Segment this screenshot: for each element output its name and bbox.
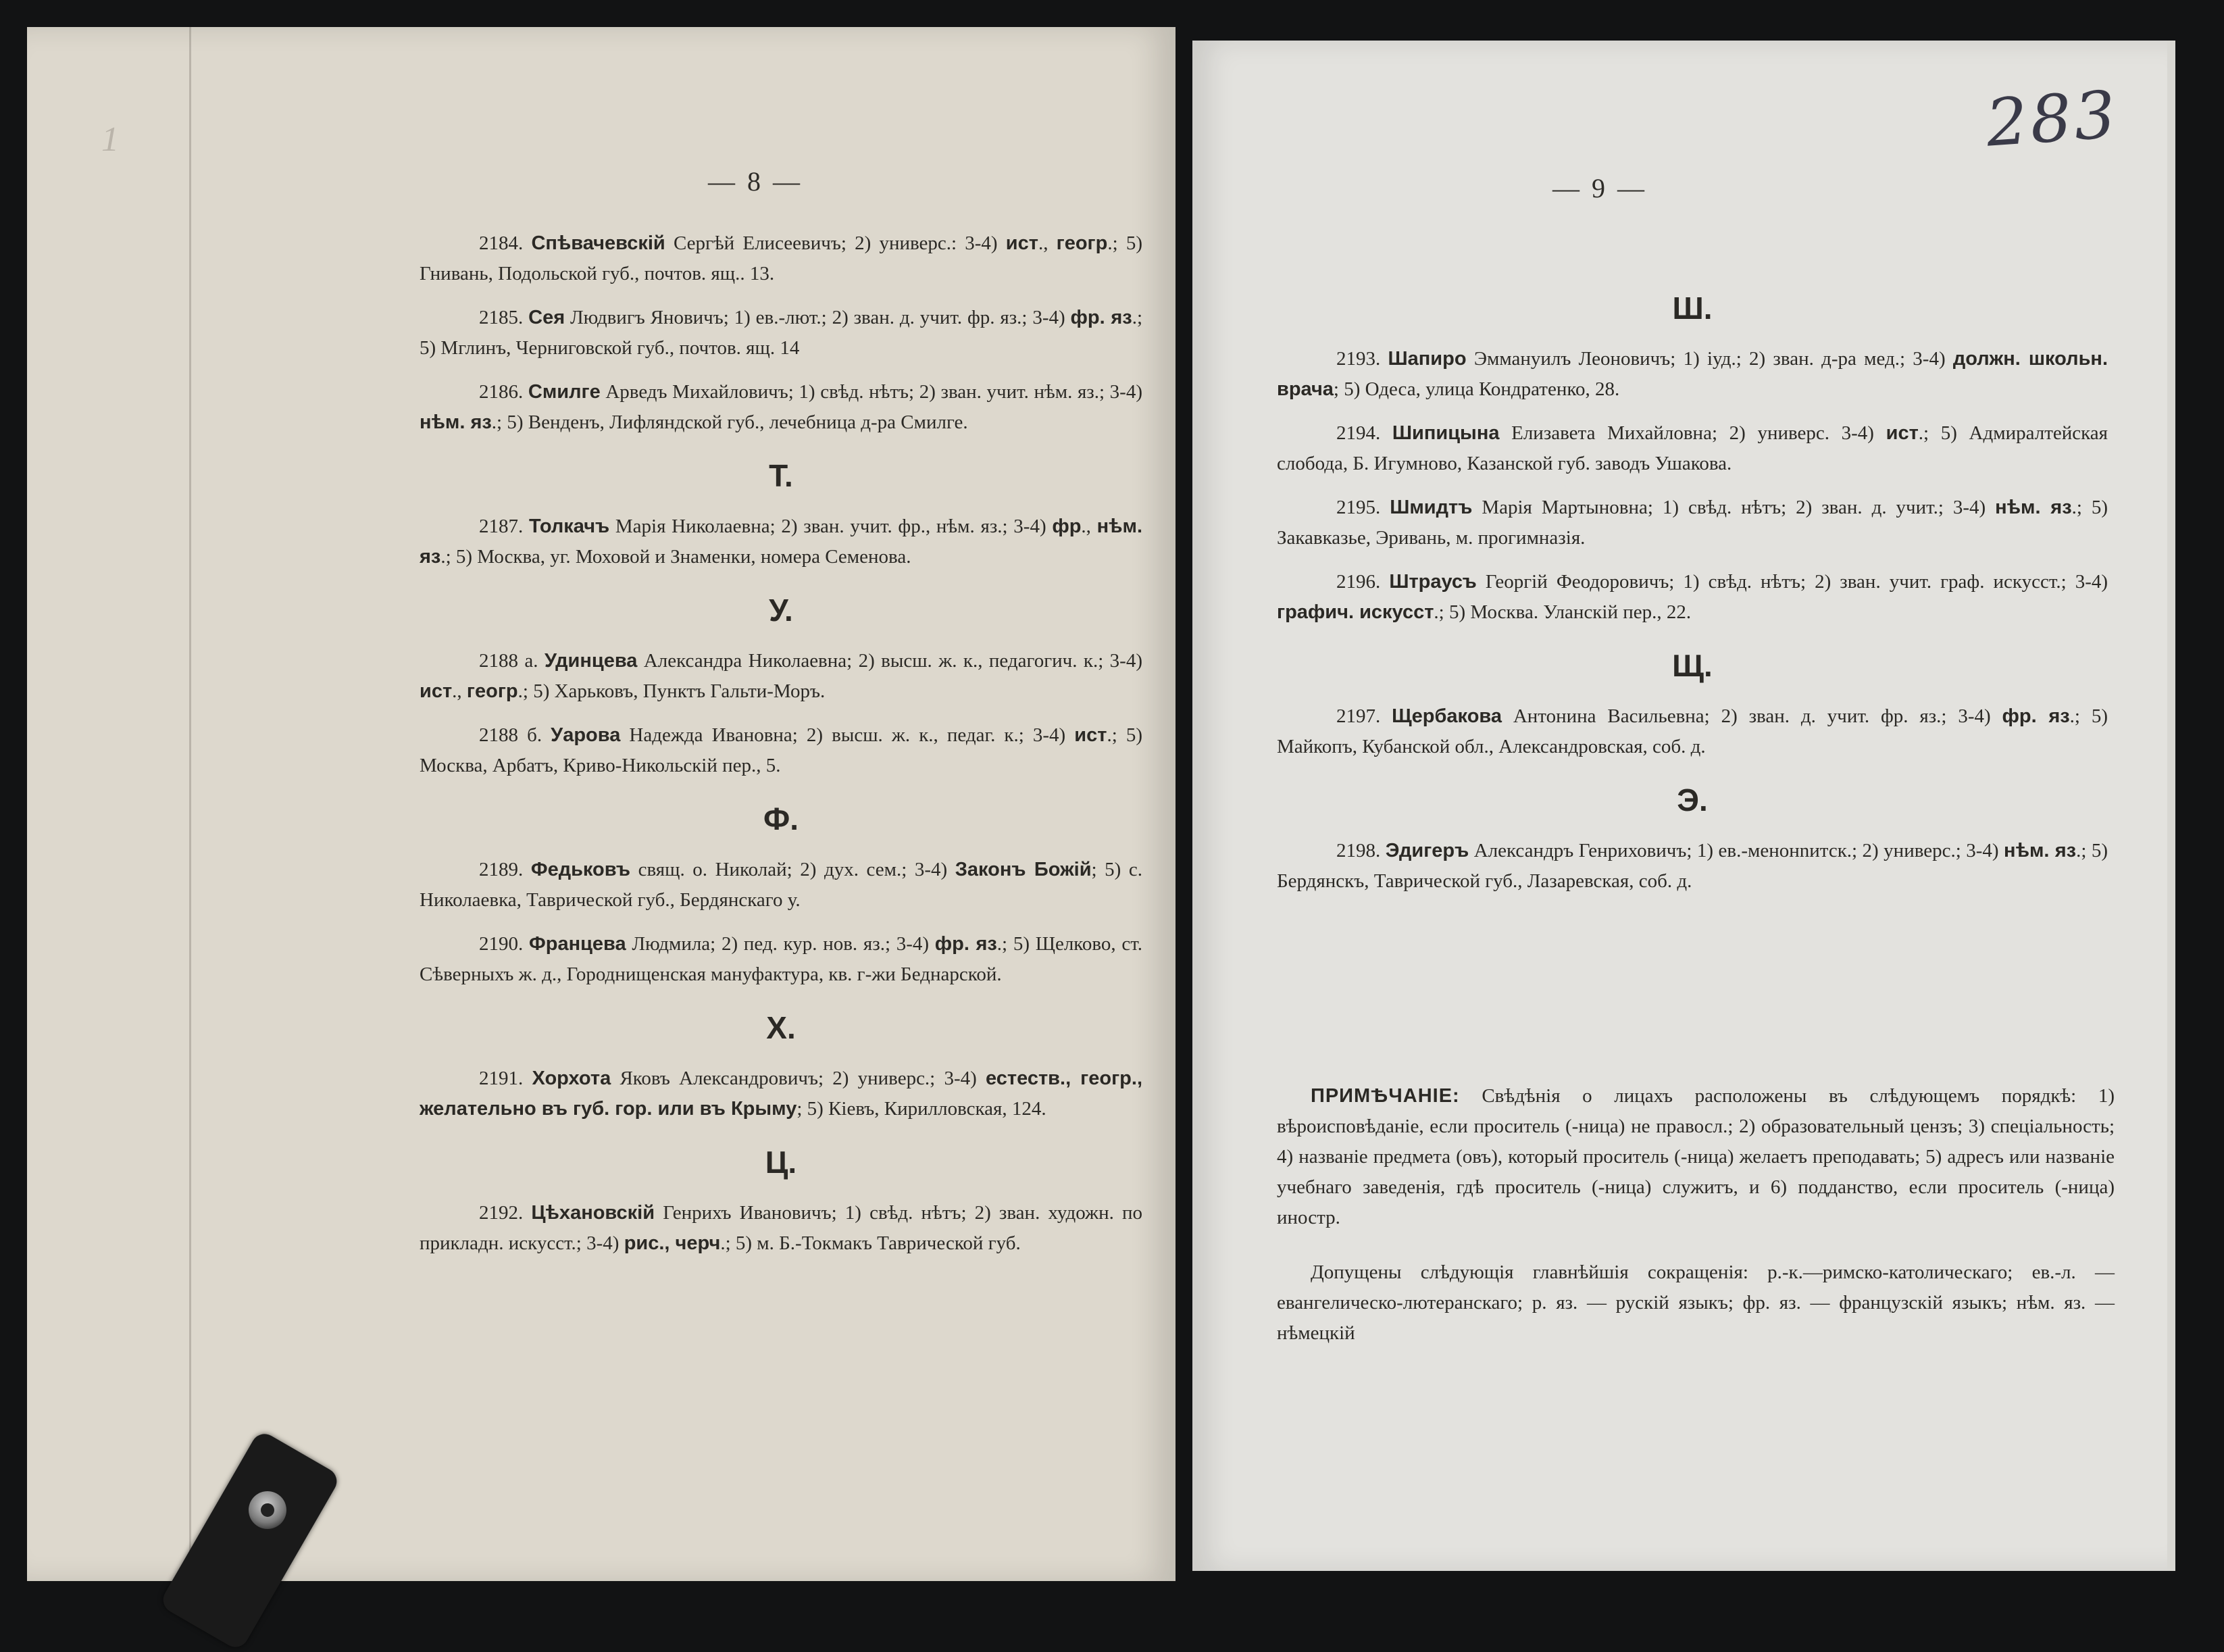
bold-subject: нѣм. яз	[1995, 497, 2072, 518]
bold-subject: ист	[1074, 724, 1107, 746]
bold-subject: графич. искусст	[1277, 601, 1434, 623]
bold-subject: Законъ Божій	[955, 859, 1092, 880]
register-entry: 2197. Щербакова Антонина Васильевна; 2) зван. д. учит. фр. яз.; 3-4) фр. яз.; 5) Майкопъ, Кубанской обл., Александровская, соб. д.	[1277, 705, 2108, 757]
register-entry: 2189. Федьковъ свящ. о. Николай; 2) дух. сем.; 3-4) Законъ Божій; 5) с. Николаевка, Таврической губ., Бердянскаго у.	[420, 859, 1142, 911]
bold-subject: должн. школьн. врача	[1277, 348, 2108, 400]
bold-subject: Смилге	[528, 381, 601, 403]
page-edge	[2167, 41, 2175, 1571]
register-entry: 2188 а. Удинцева Александра Николаевна; 2) высш. ж. к., педагогич. к.; 3-4) ист., геогр.; 5) Харьковъ, Пунктъ Гальти-Моръ.	[420, 650, 1142, 702]
register-entry: 2186. Смилге Арведъ Михайловичъ; 1) свѣд. нѣтъ; 2) зван. учит. нѣм. яз.; 3-4) нѣм. яз.; 5) Венденъ, Лифляндской губ., лечебница д-ра Смилге.	[420, 381, 1142, 433]
bold-subject: Уарова	[551, 724, 621, 746]
bold-subject: Толкачъ	[528, 516, 610, 537]
bold-subject: Эдигеръ	[1385, 840, 1469, 861]
register-entry: 2194. Шипицына Елизавета Михайловна; 2) универс. 3-4) ист.; 5) Адмиралтейская слобода, Б. Игумново, Казанской губ. заводъ Ушакова.	[1277, 422, 2108, 474]
note-section	[1277, 1081, 2115, 1349]
rivet-icon	[242, 1484, 293, 1536]
register-entry: 2193. Шапиро Эммануилъ Леоновичъ; 1) іуд.; 2) зван. д-ра мед.; 3-4) должн. школьн. врача; 5) Одеса, улица Кондратенко, 28.	[1277, 348, 2108, 400]
bold-subject: нѣм. яз	[420, 516, 1143, 568]
bold-subject: Штраусъ	[1389, 571, 1477, 593]
abbreviations-paragraph: Допущены слѣдующія главнѣйшія сокращенія: р.-к.—римско-католическаго; ев.-л. — евангелическо-лютеранскаго; р. яз. — рускій языкъ; фр. яз. — французскій языкъ; нѣм. яз. — нѣмецкій	[1277, 1261, 2115, 1344]
section-letter: Х.	[766, 1010, 796, 1045]
bold-subject: Федьковъ	[530, 859, 631, 880]
register-entry: 2195. Шмидтъ Марія Мартыновна; 1) свѣд. нѣтъ; 2) зван. д. учит.; 3-4) нѣм. яз.; 5) Закавказье, Эривань, м. прогимназія.	[1277, 497, 2108, 549]
section-letter: Ц.	[765, 1145, 797, 1180]
bold-subject: фр. яз	[2002, 705, 2070, 727]
bold-subject: фр. яз	[1070, 307, 1132, 328]
register-entry: 2192. Цѣхановскій Генрихъ Ивановичъ; 1) свѣд. нѣтъ; 2) зван. художн. по прикладн. искусст.; 3-4) рис., черч.; 5) м. Б.-Токмакъ Таврической губ.	[420, 1202, 1142, 1254]
bold-subject: Щербакова	[1392, 705, 1502, 727]
register-entry: 2190. Францева Людмила; 2) пед. кур. нов. яз.; 3-4) фр. яз.; 5) Щелково, ст. Сѣверныхъ ж. д., Городнищенская мануфактура, кв. г-жи Беднарской.	[420, 933, 1143, 985]
bold-subject: Хорхота	[532, 1068, 611, 1089]
bold-subject: геогр	[466, 680, 518, 702]
handwritten-folio-number: 283	[1983, 76, 2121, 161]
section-letter: У.	[769, 593, 793, 628]
page-number-right: — 9 —	[1552, 173, 1647, 203]
bold-subject: нѣм. яз	[420, 411, 492, 433]
register-entry: 2196. Штраусъ Георгій Феодоровичъ; 1) свѣд. нѣтъ; 2) зван. учит. граф. искусст.; 3-4) графич. искусст.; 5) Москва. Уланскій пер., 22.	[1277, 571, 2108, 623]
section-letter: Ш.	[1672, 291, 1713, 326]
section-letter: Щ.	[1672, 648, 1713, 683]
left-page-text	[420, 228, 1142, 1272]
bold-subject: ист	[420, 680, 453, 702]
bold-subject: Шапиро	[1388, 348, 1467, 370]
register-entry: 2185. Сея Людвигъ Яновичъ; 1) ев.-лют.; 2) зван. д. учит. фр. яз.; 3-4) фр. яз.; 5) Мглинъ, Черниговской губ., почтов. ящ. 14	[420, 307, 1143, 359]
bold-subject: Шипицына	[1392, 422, 1500, 444]
bold-subject: ист	[1005, 232, 1038, 254]
bold-subject: Сея	[528, 307, 565, 328]
bold-subject: фр. яз	[934, 933, 997, 955]
register-entry: 2184. Спѣвачевскій Сергѣй Елисеевичъ; 2) универс.: 3-4) ист., геогр.; 5) Гнивань, Подольской губ., почтов. ящ.. 13.	[420, 232, 1143, 284]
bold-subject: рис., черч	[624, 1232, 721, 1254]
bold-subject: естеств., геогр., желательно въ губ. гор. или въ Крыму	[420, 1068, 1142, 1120]
bold-subject: фр	[1052, 516, 1082, 537]
note-paragraph	[1277, 1081, 2115, 1233]
bold-subject: Цѣхановскій	[531, 1202, 655, 1224]
register-entry: 2187. Толкачъ Марія Николаевна; 2) зван. учит. фр., нѣм. яз.; 3-4) фр., нѣм. яз.; 5) Москва, уг. Моховой и Знаменки, номера Семенова.	[420, 516, 1143, 568]
bold-subject: Удинцева	[544, 650, 638, 672]
bold-subject: нѣм. яз	[2004, 840, 2077, 861]
left-page	[27, 27, 1176, 1581]
register-entry: 2188 б. Уарова Надежда Ивановна; 2) высш. ж. к., педаг. к.; 3-4) ист.; 5) Москва, Арбатъ, Криво-Никольскій пер., 5.	[420, 724, 1143, 776]
register-entry: 2191. Хорхота Яковъ Александровичъ; 2) универс.; 3-4) естеств., геогр., желательно въ губ. гор. или въ Крыму; 5) Кіевъ, Кирилловская, 124.	[420, 1068, 1142, 1120]
page-fold-edge	[189, 27, 191, 1581]
right-page-text	[1277, 270, 2108, 910]
bold-subject: Шмидтъ	[1390, 497, 1473, 518]
section-letter: Э.	[1677, 782, 1708, 818]
section-letter: Ф.	[763, 801, 799, 836]
register-entry: 2198. Эдигеръ Александръ Генриховичъ; 1) ев.-менонnитск.; 2) универс.; 3-4) нѣм. яз.; 5) Бердянскъ, Таврической губ., Лазаревская, соб. д.	[1277, 840, 2108, 892]
bleed-through-ghost-text: 1	[101, 120, 119, 159]
bold-subject: ист	[1886, 422, 1919, 444]
page-number-left: — 8 —	[708, 166, 803, 197]
right-page	[1192, 41, 2175, 1571]
section-letter: Т.	[769, 458, 793, 493]
bold-subject: Спѣвачевскій	[531, 232, 665, 254]
bold-subject: Францева	[528, 933, 626, 955]
note-text: Свѣдѣнія о лицахъ расположены въ слѣдующемъ порядкѣ: 1) вѣроисповѣданіе, если проситель (-ница) не правосл.; 2) образовательный цензъ; 3) спеціальность; 4) названіе предмета (овъ), который проситель (-ница) желаетъ преподавать; 5) адресъ или названіе учебнаго заведенія, гдѣ проситель (-ница) служитъ, и 6) подданство, если проситель (-ница) иностр.	[1277, 1085, 2115, 1228]
bold-subject: геогр	[1056, 232, 1108, 254]
note-heading: ПРИМѢЧАНІЕ:	[1311, 1085, 1460, 1107]
